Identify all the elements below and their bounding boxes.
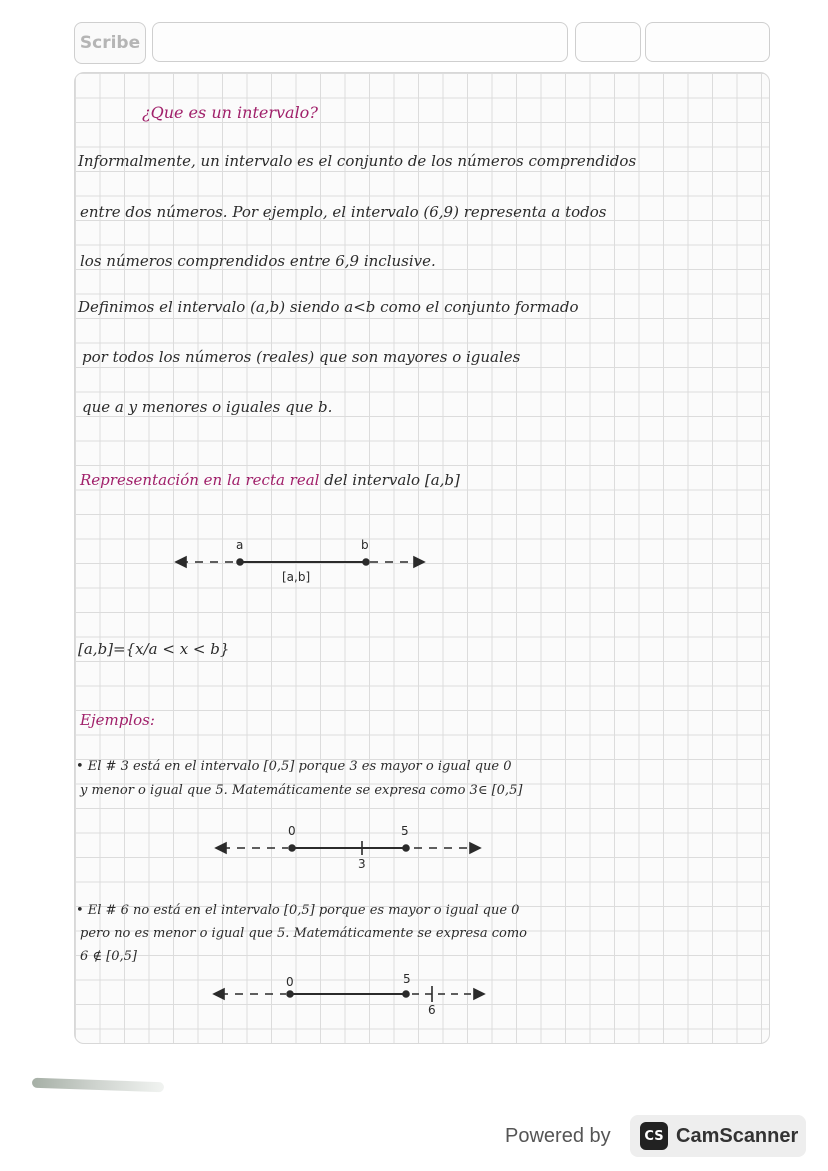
line3-label-5: 5 [403, 972, 411, 986]
paragraph-line-2: entre dos números. Por ejemplo, el intervalo (6,9) representa a todos [80, 203, 607, 221]
line2-label-3: 3 [358, 857, 366, 871]
line3-left-arrow [214, 989, 224, 999]
line3-point-5 [403, 991, 409, 997]
line1-caption: [a,b] [282, 570, 311, 584]
line3-label-0: 0 [286, 975, 294, 989]
line1-label-a: a [236, 538, 244, 552]
camscanner-name: CamScanner [676, 1124, 799, 1147]
line1-label-b: b [361, 538, 369, 552]
scribe-logo-text: Scribe [79, 33, 141, 53]
example1-line-2: y menor o igual que 5. Matemáticamente se expresa como 3∈ [0,5] [80, 783, 523, 798]
line3-label-6: 6 [428, 1003, 436, 1017]
line2-label-5: 5 [401, 824, 409, 838]
camscanner-badge[interactable] [630, 1115, 806, 1157]
examples-heading: Ejemplos: [80, 711, 155, 729]
line3-point-0 [287, 991, 293, 997]
section-heading-rest: del intervalo [a,b] [324, 471, 460, 489]
paragraph-line-5: por todos los números (reales) que son mayores o iguales [82, 348, 521, 366]
camscanner-logo-icon: CS [640, 1122, 668, 1150]
note-title: ¿Que es un intervalo? [142, 103, 318, 122]
section-heading-pink: Representación en la recta real [80, 471, 320, 489]
paragraph-line-6: que a y menores o iguales que b. [82, 398, 333, 416]
line3-right-arrow [474, 989, 484, 999]
example1-line-1: • El # 3 está en el intervalo [0,5] porque 3 es mayor o igual que 0 [76, 759, 512, 774]
paragraph-line-1: Informalmente, un intervalo es el conjunto de los números comprendidos [78, 152, 637, 170]
powered-by-text: Powered by [505, 1125, 611, 1147]
example2-line-1: • El # 6 no está en el intervalo [0,5] porque es mayor o igual que 0 [76, 903, 520, 918]
example2-line-3: 6 ∉ [0,5] [80, 949, 137, 964]
set-notation: [a,b]={x/a < x < b} [78, 640, 230, 658]
example2-line-2: pero no es menor o igual que 5. Matemáticamente se expresa como [80, 926, 527, 941]
line2-label-0: 0 [288, 824, 296, 838]
paragraph-line-4: Definimos el intervalo (a,b) siendo a<b como el conjunto formado [78, 298, 579, 316]
paragraph-line-3: los números comprendidos entre 6,9 inclusive. [80, 252, 436, 270]
